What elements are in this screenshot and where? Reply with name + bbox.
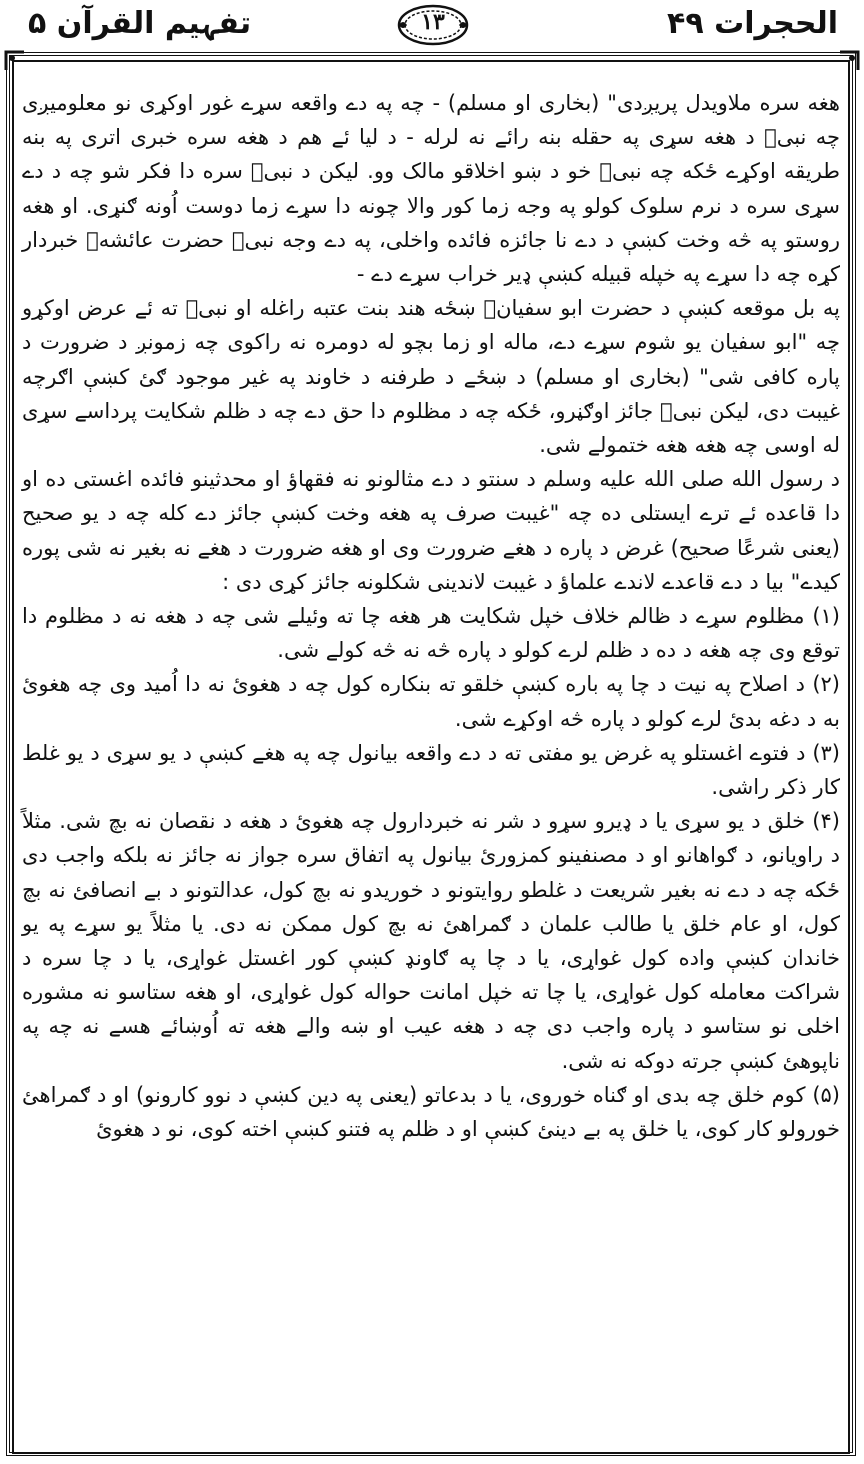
paragraph: په بل موقعه کښې د حضرت ابو سفيانؓ ښځه هند بنت عتبه راغله او نبیؐ ته ئے عرض اوکړو چه "ابو سفيان يو شوم سړے دے، ماله او زما بچو له دومره نه راکوی چه زمونږ د ضرورت د پاره کافی شی" (بخاری او مسلم) د ښځے د طرفنه د خاوند په غير موجود ګئ کښې اګرچه غيبت دی، ليکن نبیؐ جائز اوګڼرو، ځکه چه د مظلوم دا حق دے چه د ظلم شکايت پرداسے سړی له اوسی چه هغه هغه ختمولے شی. xyxy=(22,296,840,458)
page-number: ۱۳ xyxy=(421,9,445,35)
list-item: (۵) کوم خلق چه بدی او ګناه خوروی، يا د بدعاتو (يعنی په دين کښې د نوو کارونو) او د ګمراهئ خورولو کار کوی، يا خلق په بے دينئ کښې او د ظلم په فتنو کښې اخته کوی، نو د هغوئ xyxy=(22,1082,840,1142)
surah-name: الحجرات ۴۹ xyxy=(667,6,838,41)
corner-ornament-icon xyxy=(4,50,26,72)
list-item: (۲) د اصلاح په نيت د چا په باره کښې خلقو ته بنکاره کول چه د هغوئ نه دا اُميد وی چه هغوئ به د دغه بدئ لرے کولو د پاره څه اوکړے شی. xyxy=(22,672,840,731)
list-item: (۴) خلق د يو سړی يا د ډيرو سړو د شر نه خبردارول چه هغوئ د هغه د نقصان نه بچ شی. مثلاً د راويانو، د ګواهانو او د مصنفينو کمزورئ بيانول په اتفاق سره جواز نه جائز نه بلکه واجب دی ځکه چه د دے نه بغير شريعت د غلطو روايتونو د خوريدو نه بچ کول، عدالتونو د بے انصافئ نه بچ کول، او عام خلق يا طالب علمان د ګمراهئ نه بچ کول ممکن نه دی. يا مثلاً يو سړے په يو خاندان کښې واده کول غواړی، يا د چا په ګاونډ کښې کور اغستل غواړی، يا د چا سره د شراکت معامله کول غواړی، يا چا ته خپل امانت حواله کول غواړی، او هغه ستاسو نه مشوره اخلی نو ستاسو د پاره واجب دی چه د هغه عيب او ښه والے هغه ته اُوښائے هسے نه چه په ناپوهئ کښې جرته دوکه نه شی. xyxy=(22,809,840,1073)
page-body xyxy=(22,86,840,1456)
running-title: تفہیم القرآن ۵ xyxy=(28,6,252,41)
list-item: (۳) د فتوے اغستلو په غرض يو مفتی ته د دے واقعه بيانول چه په هغے کښې د يو سړی د يو غلط کار ذکر راشی. xyxy=(22,740,840,800)
corner-ornament-icon xyxy=(838,50,860,72)
page-header xyxy=(0,0,864,58)
paragraph: هغه سره ملاويدل پريږدی" (بخاری او مسلم) - چه په دے واقعه سړے غور اوکړی نو معلومیږی چه نبیؐ د هغه سړی په حقله بنه رائے نه لرله - د ليا ئے هم د هغه سره خبری اتری په بنه طريقه اوکړے ځکه چه نبیؐ خو د ښو اخلاقو مالک وو. ليکن د نبیؐ سره دا فکر شو چه د دے سړی سره د نرم سلوک کولو په وجه زما کور والا چونه دا سړے زما دوست اُونه ګنړی. او هغه روستو په څه وخت کښې د دے نا جائزه فائده واخلی، په دے وجه نبیؐ حضرت عائشهؓ خبردار کړه چه دا سړے په خپله قبيله کښې ډير خراب سړے دے - xyxy=(22,91,840,287)
page-number-ornament xyxy=(395,2,471,48)
paragraph: د رسول الله صلی الله عليه وسلم د سنتو د دے مثالونو نه فقهاؤ او محدثينو فائده اغستی ده او دا قاعده ئے ترے ايستلی ده چه "غيبت صرف په هغه وخت کښې جائز دے کله چه د يو صحيح (يعنی شرعًا صحيح) غرض د پاره د هغے ضرورت وی او هغه ضرورت د هغے نه بغير نه شی پوره کيدے" بيا د دے قاعدے لاندے علماؤ د غيبت لاندينی شکلونه جائز کړی دی : xyxy=(22,467,840,594)
list-item: (۱) مظلوم سړے د ظالم خلاف خپل شکايت هر هغه چا ته وئيلے شی چه د هغه نه د مظلوم دا توقع وی چه هغه د ده د ظلم لرے کولو د پاره څه نه څه کولے شی. xyxy=(22,604,840,663)
